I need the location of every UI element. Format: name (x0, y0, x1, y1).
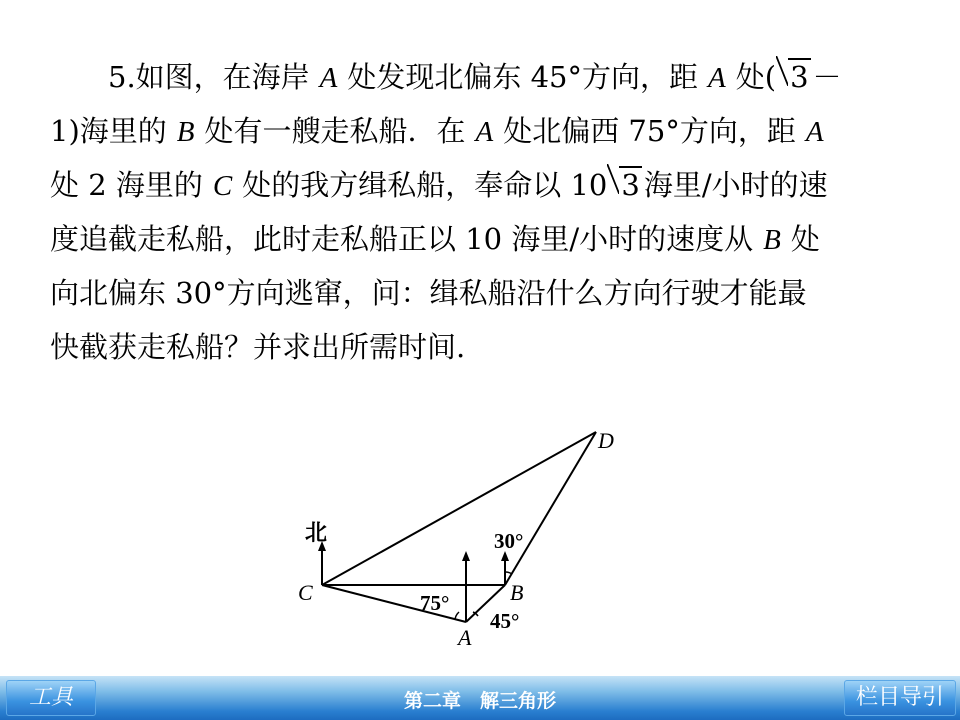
point-label-inline: B (763, 224, 781, 256)
point-label-inline: A (708, 62, 726, 94)
text-segment: 1)海里的 (50, 114, 167, 148)
bottom-navigation-bar (0, 676, 960, 720)
segment-cd (322, 432, 596, 585)
text-segment: 处( (735, 60, 777, 94)
point-label-inline: A (805, 116, 824, 148)
text-segment: 处发现北偏东 45°方向，距 (347, 60, 699, 94)
sqrt-radicand: 3 (621, 168, 640, 202)
text-segment: 处有一艘走私船．在 (204, 114, 466, 148)
angle-arc-30 (505, 572, 512, 574)
point-b-label: B (510, 580, 524, 605)
text-segment: 5.如图，在海岸 (108, 60, 310, 94)
point-c-label: C (298, 580, 313, 605)
segment-bd (505, 432, 596, 585)
text-segment: 处 2 海里的 (50, 168, 203, 202)
point-d-label: D (598, 428, 614, 453)
angle-45-label: 45° (490, 609, 520, 633)
point-label-inline: B (176, 116, 195, 148)
text-segment: 度追截走私船，此时走私船正以 10 海里/小时的速度从 (50, 222, 754, 256)
text-segment: 处 (790, 222, 820, 256)
text-segment: 海里/小时的速 (643, 168, 828, 202)
sqrt-radicand: 3 (790, 60, 809, 94)
point-label-inline: C (212, 170, 233, 202)
chapter-title: 第二章 解三角形 (403, 690, 556, 712)
text-segment: 处北偏西 75°方向，距 (503, 114, 796, 148)
angle-30-label: 30° (494, 529, 524, 553)
point-label-inline: A (319, 62, 338, 94)
problem-line-5: 向北偏东 30°方向逃窜，问：缉私船沿什么方向行驶才能最 (50, 276, 807, 310)
problem-line-6: 快截获走私船？并求出所需时间. (50, 330, 466, 364)
tools-button[interactable]: 工具 (6, 680, 96, 716)
section-guide-button[interactable]: 栏目导引 (844, 680, 956, 716)
angle-75-label: 75° (420, 591, 450, 615)
text-segment: 处的我方缉私船，奉命以 10 (242, 168, 608, 202)
north-label: 北 (305, 520, 328, 545)
point-label-inline: A (475, 116, 494, 148)
point-a-label: A (458, 625, 472, 650)
text-segment: － (812, 60, 842, 94)
